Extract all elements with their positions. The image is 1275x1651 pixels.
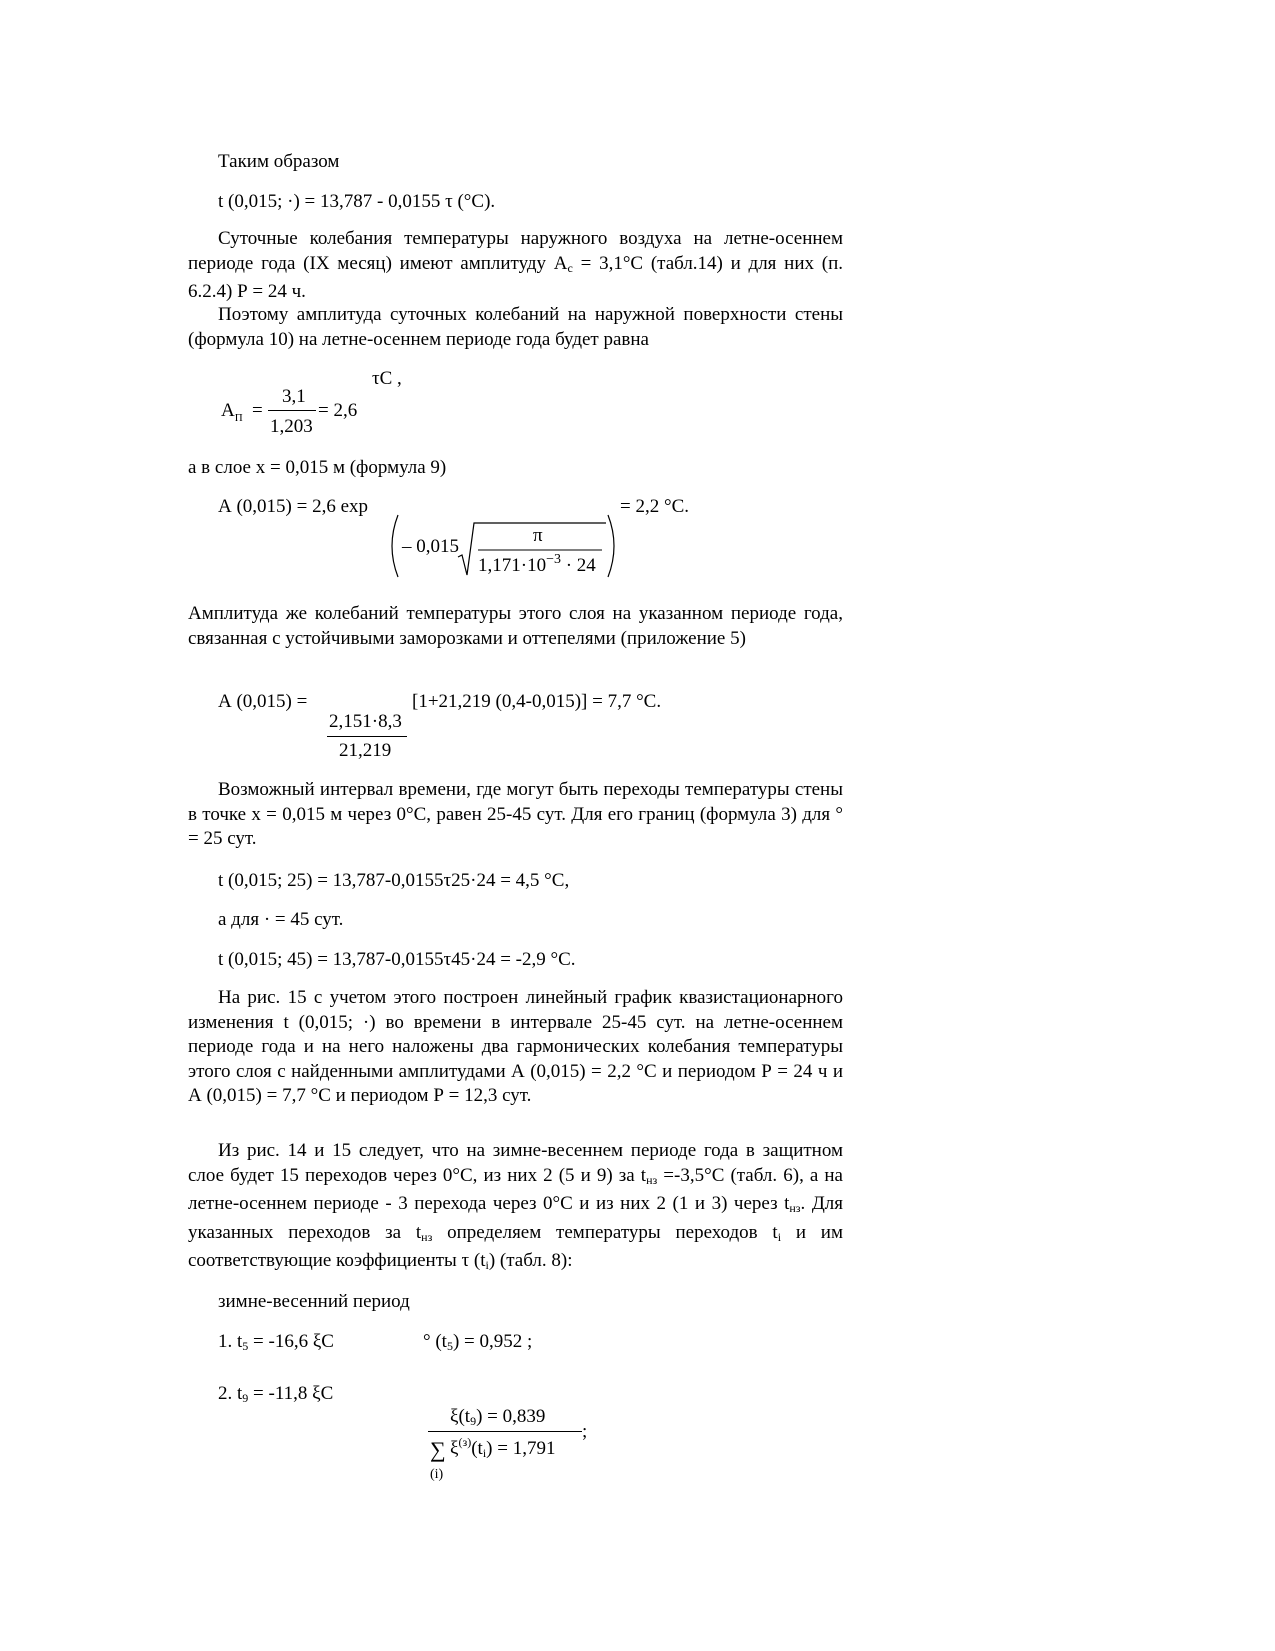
formula-a-p-symbol: [221, 400, 243, 424]
item-2-b: = -11,8 ξС: [248, 1383, 334, 1404]
paragraph-interval: [188, 778, 843, 852]
formula-exp-pi: [533, 525, 543, 547]
line-thus: [218, 150, 339, 174]
formula-xi-sum: [430, 1439, 446, 1461]
line-for-45: [218, 908, 343, 932]
p6-text-c: . Для указанных переходов за t: [188, 1193, 843, 1243]
item-1-coef: [423, 1330, 532, 1358]
equation-t-base-text: t (0,015; ·) = 13,787 - 0,0155 τ (°С).: [218, 191, 496, 212]
item-1-coef-a: ° (t: [423, 1331, 447, 1352]
p6-sub-2: нз: [789, 1201, 801, 1215]
formula-xi-den-sup: (з): [458, 1435, 472, 1449]
formula-frost-numerator-text: 2,151·8,3: [329, 711, 402, 732]
formula-xi-num-b: ) = 0,839: [476, 1406, 546, 1427]
formula-frost-denominator-text: 21,219: [339, 740, 392, 761]
paragraph-amplitude-frost: [188, 602, 843, 651]
p6-text-d: определяем температуры переходов t: [432, 1221, 778, 1243]
formula-xi-sum-sign: ∑: [430, 1437, 446, 1462]
formula-a-p-equals: [252, 400, 263, 422]
equation-t-45: [218, 948, 576, 972]
formula-a-p-subscript: П: [234, 412, 243, 424]
p1-subscript: с: [567, 260, 573, 275]
formula-exp-den-b: · 24: [560, 555, 596, 576]
formula-xi-den-sub: i: [482, 1446, 487, 1460]
paragraph-figure-15: [188, 986, 843, 1109]
formula-xi-index: [430, 1464, 443, 1486]
formula-xi-fraction-bar: [428, 1431, 582, 1432]
formula-a-p-denominator: [270, 416, 313, 438]
formula-a-p-letter: А: [221, 400, 235, 421]
line-winter-spring: [218, 1290, 410, 1314]
tau-c-label: [372, 367, 402, 391]
p2-text: Поэтому амплитуда суточных колебаний на наружной поверхности стены (формула 10) на летне-осеннем периоде года будет равна: [188, 304, 843, 350]
formula-xi-index-text: (i): [430, 1467, 444, 1482]
p3-text: Амплитуда же колебаний температуры этого слоя на указанном периоде года, связанная с устойчивыми заморозками и оттепелями (приложение 5): [188, 603, 843, 649]
p6-text-f: ) (табл. 8):: [488, 1250, 573, 1271]
line-winter-spring-text: зимне-весенний период: [218, 1291, 410, 1312]
line-for-45-text: а для · = 45 сут.: [218, 909, 344, 930]
formula-exp-denominator: [478, 552, 596, 579]
right-paren: [608, 515, 614, 577]
formula-exp-exponent: −3: [546, 552, 561, 567]
equation-t-25-text: t (0,015; 25) = 13,787-0,0155τ25·24 = 4,5 °С,: [218, 870, 570, 891]
tau-c-text: τС ,: [372, 368, 402, 389]
p6-text-e: и им соответствующие коэффициенты τ (t: [188, 1221, 843, 1271]
p6-sub-5: i: [485, 1258, 489, 1272]
formula-exp-den-a: 1,171·10: [478, 555, 547, 576]
formula-xi-num-a: ξ(t: [450, 1406, 471, 1427]
formula-a-p-result-text: = 2,6: [318, 400, 358, 421]
item-1-coef-b: ) = 0,952 ;: [452, 1331, 533, 1352]
equation-t-25: [218, 869, 569, 893]
p6-sub-4: i: [777, 1229, 782, 1244]
item-1-a: 1. t: [218, 1331, 243, 1352]
formula-exp-lhs-text: А (0,015) = 2,6 exp: [218, 496, 369, 517]
formula-exp-lhs: [218, 495, 368, 519]
paragraph-amplitude-surface: [188, 303, 843, 352]
formula-xi-num-sub: 9: [470, 1414, 477, 1428]
item-1-sub: 5: [242, 1339, 249, 1353]
formula-a-p-denominator-text: 1,203: [270, 416, 313, 437]
formula-frost-lhs: [218, 690, 307, 714]
formula-frost-denominator: [339, 740, 391, 762]
formula-exp-neg: [402, 536, 459, 558]
item-2-t9: [218, 1382, 333, 1410]
paragraph-daily-oscillations: [188, 227, 843, 305]
formula-frost-numerator: [329, 711, 402, 733]
p4-text: Возможный интервал времени, где могут быть переходы температуры стены в точке х = 0,015 м через 0°С, равен 25-45 сут. Для его границ (формула 3) для ° = 25 сут.: [188, 779, 843, 849]
item-2-a: 2. t: [218, 1383, 243, 1404]
formula-exp-pi-text: π: [533, 525, 543, 546]
p6-text-a: Из рис. 14 и 15 следует, что на зимне-весеннем периоде года в защитном слое будет 15 переходов через 0°С, из них 2 (5 и 9) за t: [188, 1140, 843, 1186]
formula-a-p-numerator: [282, 386, 306, 408]
formula-xi-semicolon: [582, 1421, 587, 1443]
equation-t-base: [218, 190, 495, 214]
item-1-t5: [218, 1330, 334, 1358]
p1-text-end: = 3,1°С (табл.14) и для них (п. 6.2.4) Р = 24 ч.: [188, 252, 843, 302]
formula-xi-denominator: [450, 1435, 556, 1464]
formula-a-p-numerator-text: 3,1: [282, 386, 306, 407]
formula-xi-numerator: [450, 1406, 545, 1432]
p6-sub-1: нз: [646, 1172, 658, 1187]
item-2-sub: 9: [242, 1391, 249, 1405]
text-thus: Таким образом: [218, 151, 340, 172]
equation-t-45-text: t (0,015; 45) = 13,787-0,0155τ45·24 = -2,9 °С.: [218, 949, 576, 970]
formula-exp-rhs-text: = 2,2 °С.: [620, 496, 689, 517]
p6-sub-3: нз: [421, 1229, 433, 1244]
formula-frost-fraction-bar: [327, 736, 407, 737]
formula-a-p-result: [318, 400, 357, 422]
paragraph-figures-14-15: [188, 1139, 843, 1278]
formula-exp-rhs: [620, 495, 689, 519]
formula-exp-neg-text: – 0,015: [402, 536, 459, 557]
formula-frost-rhs-text: [1+21,219 (0,4-0,015)] = 7,7 °С.: [412, 691, 662, 712]
item-1-coef-sub: 5: [446, 1339, 453, 1353]
formula-a-p-fraction-bar: [268, 410, 316, 411]
left-paren: [392, 515, 398, 577]
formula-frost-rhs: [412, 690, 661, 714]
formula-xi-den-a: ξ: [450, 1438, 459, 1459]
p1-text: Суточные колебания температуры наружного воздуха на летне-осеннем периоде года (IX месяц) имеют амплитуду А: [188, 228, 843, 274]
line-layer-x: [188, 456, 446, 480]
formula-frost-lhs-text: А (0,015) =: [218, 691, 308, 712]
p5-text: На рис. 15 с учетом этого построен линейный график квазистационарного изменения t (0,015; ·) во времени в интервале 25-45 сут. на летне-осеннем периоде года и на него наложены два гармонических колебания температуры этого слоя с найденными амплитудами А (0,015) = 2,2 °С и периодом Р = 24 ч и А (0,015) = 7,7 °С и периодом Р = 12,3 сут.: [188, 987, 843, 1106]
line-layer-x-text: а в слое х = 0,015 м (формула 9): [188, 457, 447, 478]
p6-text-b: =-3,5°С (табл. 6), а на летне-осеннем периоде - 3 перехода через 0°С и из них 2 (1 и 3) через t: [188, 1164, 843, 1214]
formula-xi-semicolon-text: ;: [582, 1421, 588, 1442]
formula-a-p-equals-text: =: [252, 400, 263, 421]
formula-xi-den-c: ) = 1,791: [486, 1438, 556, 1459]
formula-xi-den-b: (t: [471, 1438, 483, 1459]
item-1-b: = -16,6 ξС: [248, 1331, 334, 1352]
